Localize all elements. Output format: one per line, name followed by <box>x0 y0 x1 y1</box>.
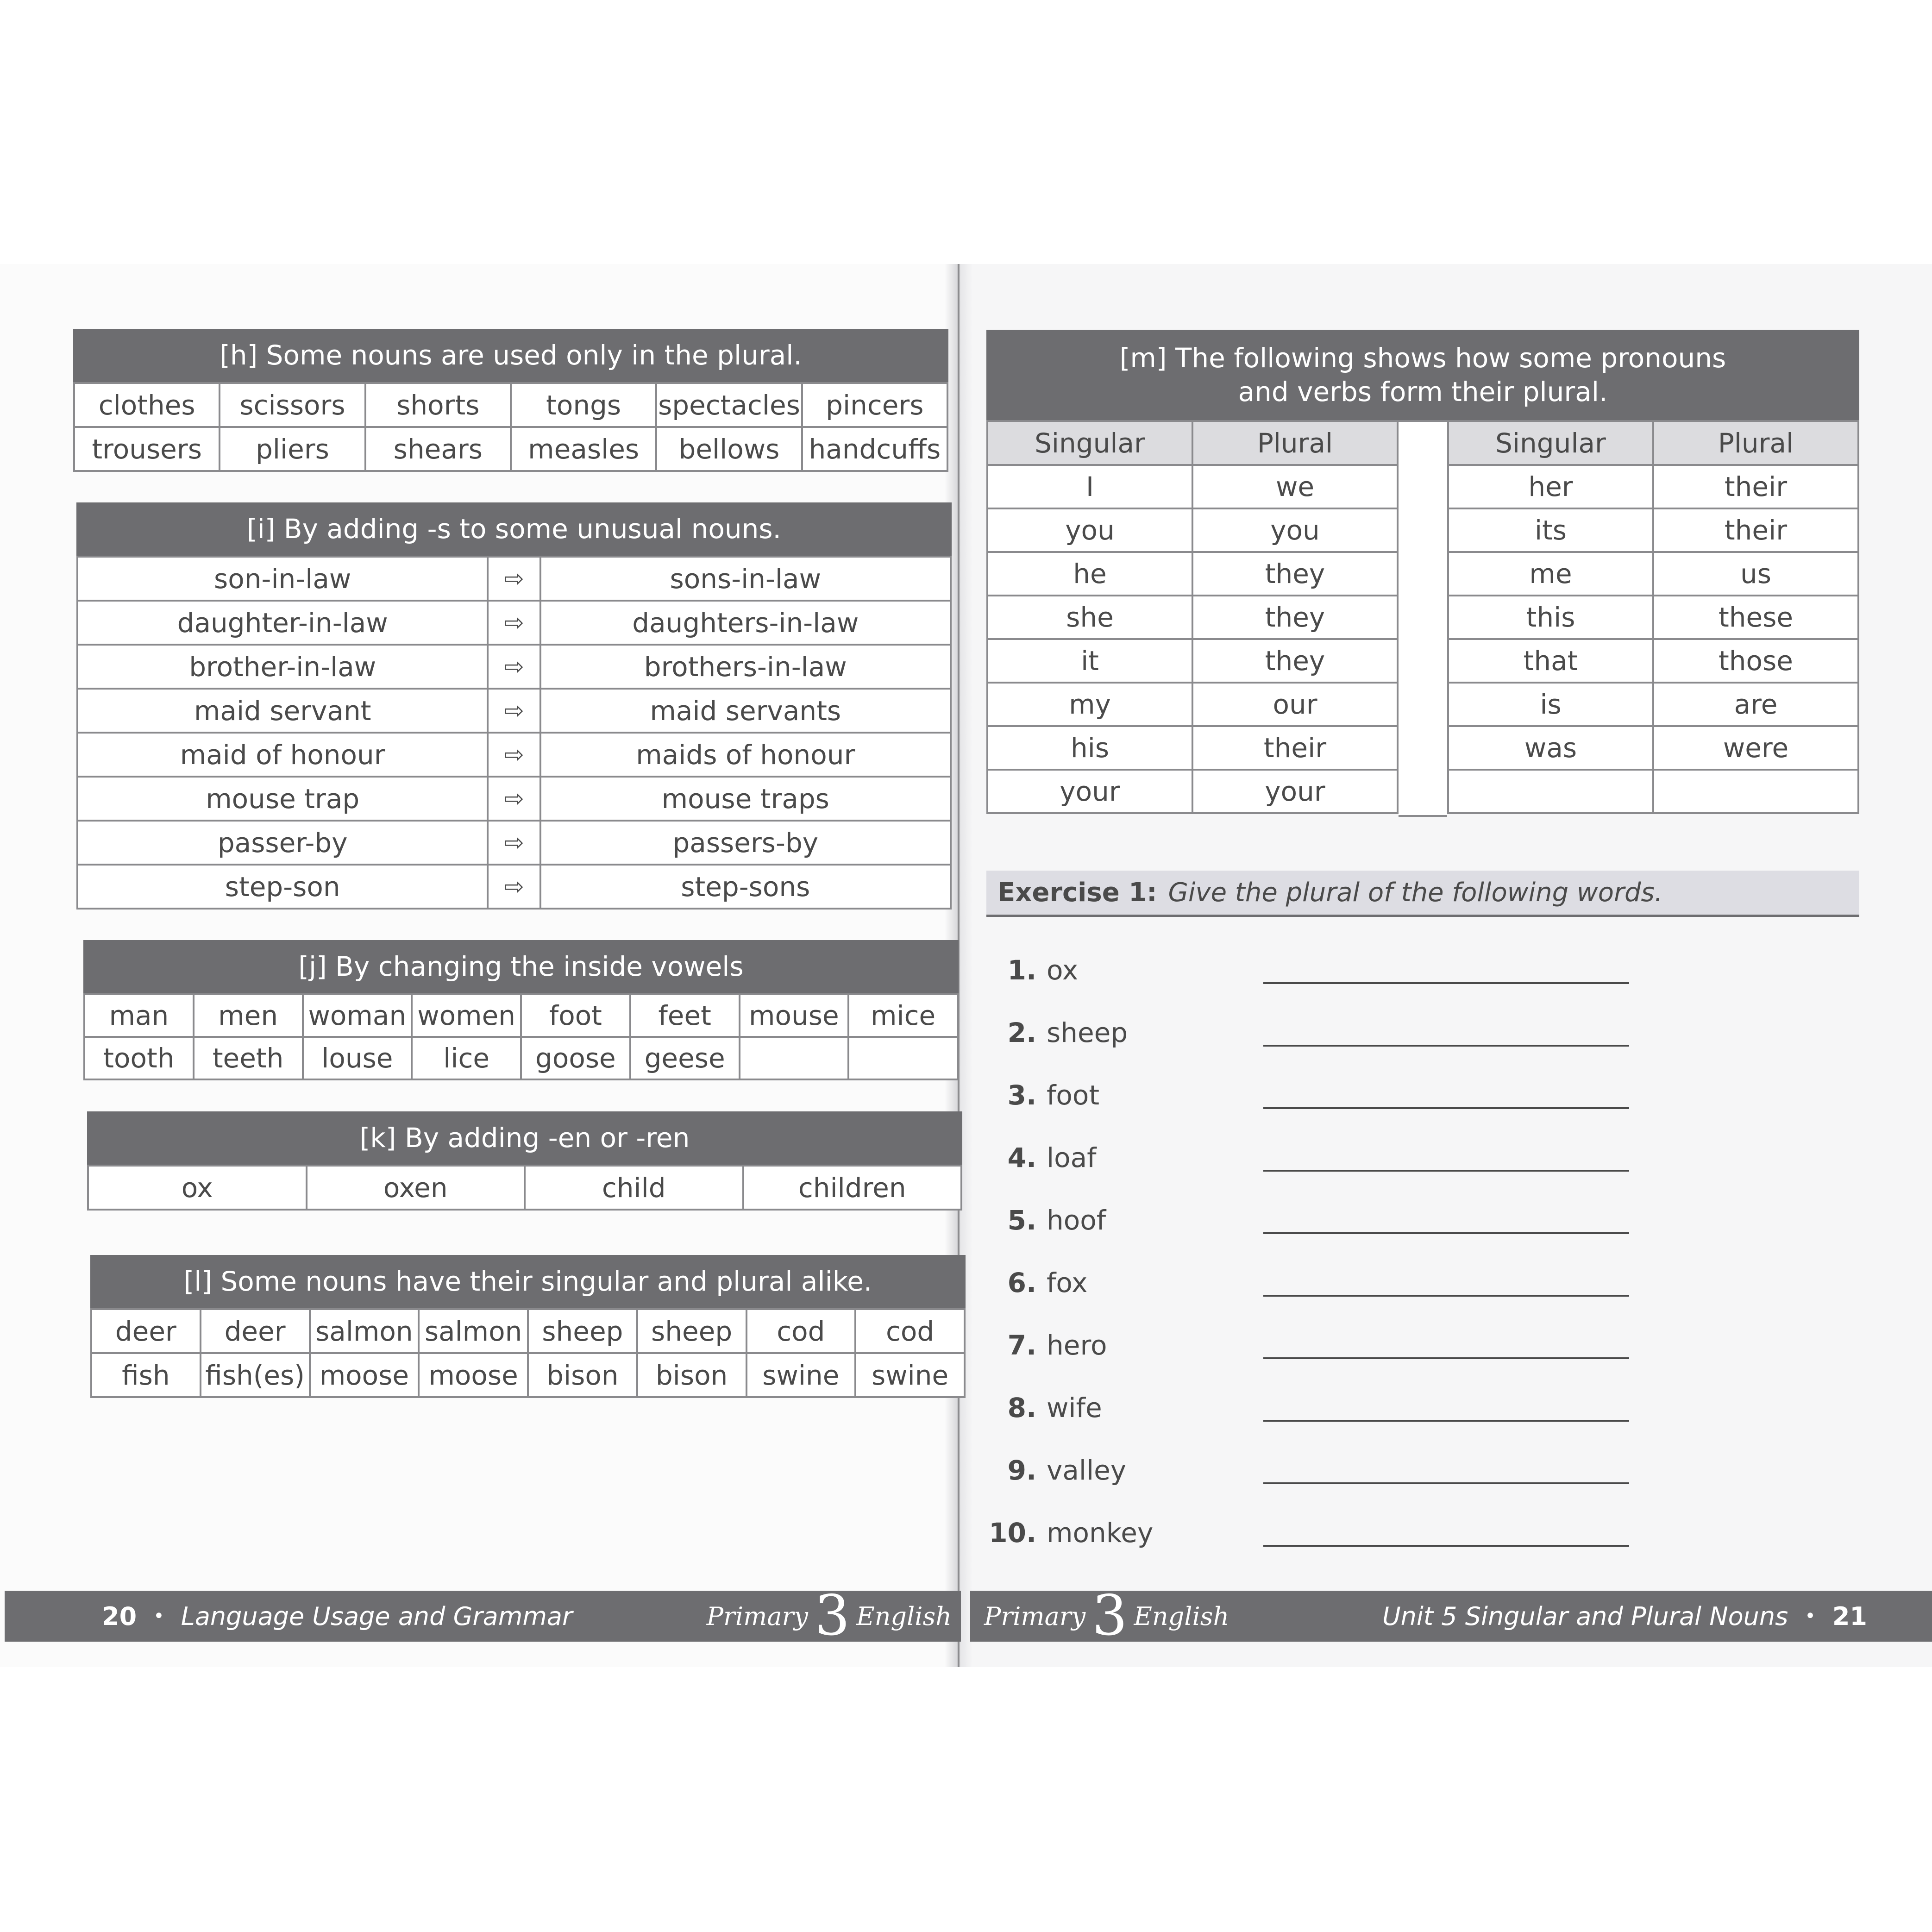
exercise-item <box>986 1385 1635 1431</box>
table-cell <box>1653 770 1858 813</box>
brand-primary: Primary <box>706 1601 808 1631</box>
table-cell: daughter-in-law <box>77 601 488 645</box>
column-header: Singular <box>1448 421 1653 465</box>
table-cell: cod <box>746 1309 856 1353</box>
item-number: 3. <box>1007 1079 1036 1111</box>
table-cell: brothers-in-law <box>540 645 951 689</box>
table-cell: ox <box>88 1166 307 1210</box>
table-cell: maid servant <box>77 689 488 733</box>
item-number: 6. <box>1007 1267 1036 1298</box>
table-cell: handcuffs <box>802 427 947 471</box>
footer-dot: • <box>153 1606 164 1627</box>
table-cell: bison <box>528 1353 637 1397</box>
table-cell: mice <box>848 994 958 1037</box>
answer-line[interactable] <box>1263 1170 1629 1172</box>
table-cell: those <box>1653 639 1858 683</box>
table-cell: his <box>987 726 1192 770</box>
table-cell: step-son <box>77 865 488 909</box>
table-cell: trousers <box>74 427 220 471</box>
table-cell: moose <box>310 1353 419 1397</box>
table-cell: pincers <box>802 383 947 427</box>
answer-line[interactable] <box>1263 1420 1629 1422</box>
section-m-title-line1: [m] The following shows how some pronouns <box>1119 342 1726 374</box>
table-cell: bison <box>637 1353 746 1397</box>
table-cell: they <box>1192 596 1398 639</box>
item-word: hero <box>1047 1330 1107 1361</box>
item-word: hoof <box>1047 1204 1106 1236</box>
exercise-item <box>986 1197 1635 1243</box>
table-cell: shorts <box>365 383 511 427</box>
table-cell: its <box>1448 508 1653 552</box>
table-cell: you <box>987 508 1192 552</box>
table-cell: brother-in-law <box>77 645 488 689</box>
exercise-header <box>986 871 1859 917</box>
table-cell: woman <box>303 994 412 1037</box>
table-cell: teeth <box>194 1037 303 1079</box>
table-cell: salmon <box>310 1309 419 1353</box>
brand-number: 3 <box>814 1584 850 1648</box>
answer-line[interactable] <box>1263 1295 1629 1297</box>
section-h-table <box>73 382 948 472</box>
arrow-icon: ⇨ <box>488 645 540 689</box>
table-cell <box>848 1037 958 1079</box>
section-j-box <box>83 940 959 1080</box>
answer-line[interactable] <box>1263 1045 1629 1047</box>
table-cell: are <box>1653 683 1858 726</box>
table-cell: tongs <box>511 383 656 427</box>
section-m-title <box>986 330 1859 420</box>
table-cell: deer <box>91 1309 201 1353</box>
table-cell: that <box>1448 639 1653 683</box>
section-m-right-table <box>1447 420 1859 814</box>
table-cell: louse <box>303 1037 412 1079</box>
section-k-box <box>87 1111 962 1211</box>
section-m-title-line2: and verbs form their plural. <box>1238 376 1608 408</box>
table-cell: we <box>1192 465 1398 508</box>
arrow-icon: ⇨ <box>488 821 540 865</box>
item-number: 5. <box>1007 1204 1036 1236</box>
table-cell: shears <box>365 427 511 471</box>
table-cell <box>1448 770 1653 813</box>
exercise-item <box>986 1260 1635 1306</box>
footer-title: Unit 5 Singular and Plural Nouns <box>1382 1601 1788 1631</box>
item-word: valley <box>1047 1455 1127 1486</box>
table-cell: he <box>987 552 1192 596</box>
table-cell: is <box>1448 683 1653 726</box>
table-cell: deer <box>201 1309 310 1353</box>
table-cell: me <box>1448 552 1653 596</box>
table-cell: us <box>1653 552 1858 596</box>
table-cell: scissors <box>220 383 365 427</box>
item-number: 4. <box>1007 1142 1036 1173</box>
table-cell: oxen <box>307 1166 525 1210</box>
table-cell: bellows <box>656 427 802 471</box>
brand-english: English <box>856 1601 952 1631</box>
item-number: 1. <box>1007 954 1036 986</box>
table-cell: goose <box>521 1037 630 1079</box>
item-word: sheep <box>1047 1017 1128 1048</box>
table-cell: son-in-law <box>77 557 488 601</box>
brand-logo <box>984 1584 1229 1648</box>
arrow-icon: ⇨ <box>488 777 540 821</box>
table-cell: maid of honour <box>77 733 488 777</box>
table-cell: women <box>412 994 521 1037</box>
table-cell: she <box>987 596 1192 639</box>
exercise-item <box>986 1322 1635 1368</box>
item-word: fox <box>1047 1267 1088 1298</box>
table-cell: was <box>1448 726 1653 770</box>
table-cell: spectacles <box>656 383 802 427</box>
answer-line[interactable] <box>1263 1545 1629 1547</box>
table-cell: they <box>1192 639 1398 683</box>
footer-left <box>5 1584 961 1648</box>
arrow-icon: ⇨ <box>488 601 540 645</box>
table-cell: geese <box>630 1037 740 1079</box>
section-h-box <box>73 329 948 472</box>
table-cell: your <box>1192 770 1398 813</box>
table-cell: passers-by <box>540 821 951 865</box>
exercise-item <box>986 1072 1635 1118</box>
table-cell: feet <box>630 994 740 1037</box>
exercise-item <box>986 1010 1635 1056</box>
table-cell: they <box>1192 552 1398 596</box>
exercise-item <box>986 1447 1635 1493</box>
item-word: wife <box>1047 1392 1102 1424</box>
item-word: loaf <box>1047 1142 1097 1173</box>
page-number: 20 <box>102 1601 137 1631</box>
arrow-icon: ⇨ <box>488 733 540 777</box>
section-l-box <box>90 1255 966 1398</box>
answer-line[interactable] <box>1263 1107 1629 1109</box>
table-cell: mouse <box>740 994 849 1037</box>
table-cell: man <box>84 994 194 1037</box>
table-cell: her <box>1448 465 1653 508</box>
table-cell: measles <box>511 427 656 471</box>
footer-title: Language Usage and Grammar <box>181 1601 573 1631</box>
table-cell: my <box>987 683 1192 726</box>
item-number: 9. <box>1007 1455 1036 1486</box>
section-m-tables <box>986 420 1859 817</box>
answer-line[interactable] <box>1263 1357 1629 1359</box>
arrow-icon: ⇨ <box>488 865 540 909</box>
table-cell: you <box>1192 508 1398 552</box>
item-word: monkey <box>1047 1517 1154 1549</box>
table-cell: mouse trap <box>77 777 488 821</box>
table-cell: maid servants <box>540 689 951 733</box>
section-k-title: [k] By adding -en or -ren <box>87 1111 962 1165</box>
column-header: Plural <box>1653 421 1858 465</box>
table-cell: sheep <box>528 1309 637 1353</box>
table-cell: were <box>1653 726 1858 770</box>
item-number: 2. <box>1007 1017 1036 1048</box>
table-cell: swine <box>746 1353 856 1397</box>
item-number: 7. <box>1007 1330 1036 1361</box>
table-cell: fish(es) <box>201 1353 310 1397</box>
table-cell: moose <box>419 1353 528 1397</box>
item-word: ox <box>1047 954 1079 986</box>
table-cell: sons-in-law <box>540 557 951 601</box>
section-j-table <box>83 993 959 1080</box>
brand-number: 3 <box>1092 1584 1128 1648</box>
item-number: 8. <box>1007 1392 1036 1424</box>
section-i-title: [i] By adding -s to some unusual nouns. <box>76 502 952 556</box>
section-l-title: [l] Some nouns have their singular and plural alike. <box>90 1255 966 1308</box>
table-cell: swine <box>855 1353 965 1397</box>
item-number: 10. <box>989 1517 1036 1549</box>
page-number: 21 <box>1832 1601 1867 1631</box>
table-gap <box>1399 420 1447 817</box>
table-cell: salmon <box>419 1309 528 1353</box>
brand-english: English <box>1134 1601 1229 1631</box>
answer-line[interactable] <box>1263 1232 1629 1234</box>
footer-right <box>970 1584 1932 1648</box>
column-header: Singular <box>987 421 1192 465</box>
table-cell: sheep <box>637 1309 746 1353</box>
item-word: foot <box>1047 1079 1100 1111</box>
arrow-icon: ⇨ <box>488 689 540 733</box>
section-m-left-table <box>986 420 1399 814</box>
table-cell: I <box>987 465 1192 508</box>
table-cell: children <box>743 1166 962 1210</box>
section-m-box <box>986 330 1859 817</box>
table-cell: child <box>525 1166 743 1210</box>
table-cell: passer-by <box>77 821 488 865</box>
table-cell: foot <box>521 994 630 1037</box>
arrow-icon: ⇨ <box>488 557 540 601</box>
table-cell: your <box>987 770 1192 813</box>
section-h-title: [h] Some nouns are used only in the plural. <box>73 329 948 382</box>
table-cell: their <box>1653 508 1858 552</box>
table-cell <box>740 1037 849 1079</box>
column-header: Plural <box>1192 421 1398 465</box>
table-cell: cod <box>855 1309 965 1353</box>
table-cell: step-sons <box>540 865 951 909</box>
table-cell: men <box>194 994 303 1037</box>
table-cell: clothes <box>74 383 220 427</box>
table-cell: lice <box>412 1037 521 1079</box>
brand-primary: Primary <box>984 1601 1086 1631</box>
section-k-table <box>87 1165 962 1211</box>
exercise-item <box>986 1510 1635 1556</box>
table-cell: this <box>1448 596 1653 639</box>
table-cell: tooth <box>84 1037 194 1079</box>
brand-logo <box>706 1584 952 1648</box>
table-cell: it <box>987 639 1192 683</box>
section-i-table <box>76 556 952 910</box>
exercise-item <box>986 947 1635 993</box>
table-cell: fish <box>91 1353 201 1397</box>
section-l-table <box>90 1308 966 1398</box>
table-cell: maids of honour <box>540 733 951 777</box>
table-cell: their <box>1192 726 1398 770</box>
section-i-box <box>76 502 952 910</box>
exercise-label: Exercise 1: <box>997 878 1157 908</box>
table-cell: these <box>1653 596 1858 639</box>
section-j-title: [j] By changing the inside vowels <box>83 940 959 993</box>
exercise-instruction: Give the plural of the following words. <box>1168 878 1663 908</box>
footer-dot: • <box>1805 1606 1816 1627</box>
table-cell: daughters-in-law <box>540 601 951 645</box>
table-cell: our <box>1192 683 1398 726</box>
answer-line[interactable] <box>1263 982 1629 984</box>
table-cell: mouse traps <box>540 777 951 821</box>
table-cell: their <box>1653 465 1858 508</box>
answer-line[interactable] <box>1263 1482 1629 1484</box>
exercise-item <box>986 1135 1635 1181</box>
table-cell: pliers <box>220 427 365 471</box>
